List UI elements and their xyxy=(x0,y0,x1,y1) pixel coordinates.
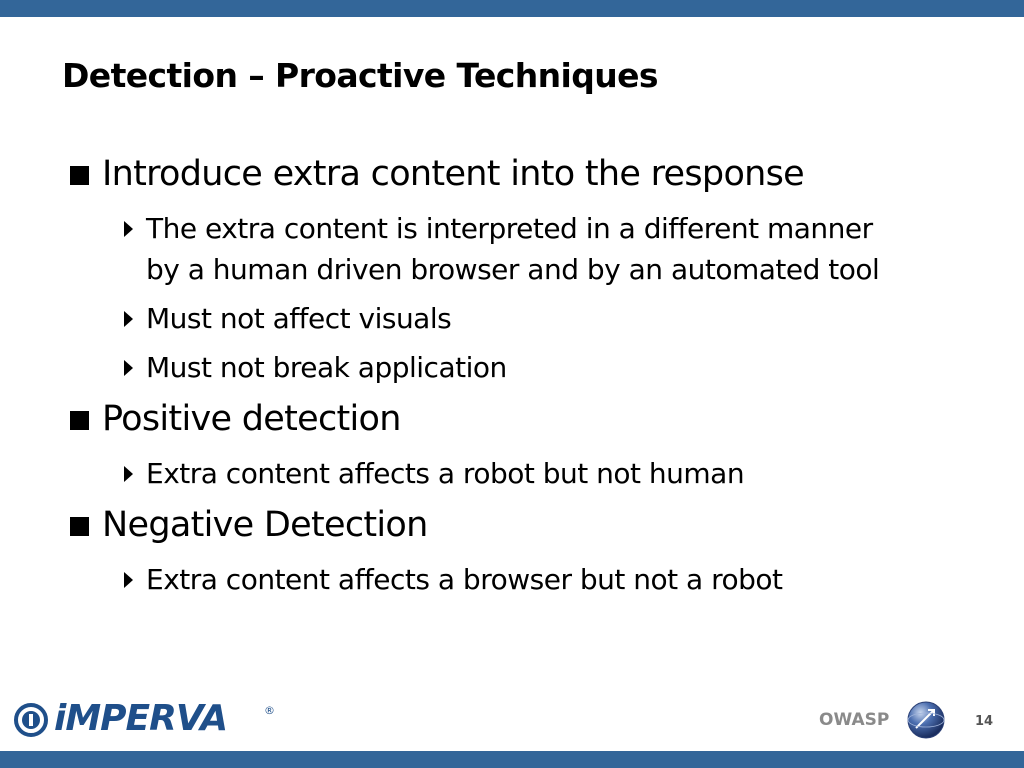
imperva-mark-icon xyxy=(14,703,48,737)
triangle-bullet-icon xyxy=(124,221,133,237)
triangle-bullet-icon xyxy=(124,311,133,327)
sub-bullet-text: Extra content affects a browser but not a robot xyxy=(146,563,783,596)
logo-wordmark: iMPERVA xyxy=(54,698,228,739)
triangle-bullet-icon xyxy=(124,466,133,482)
bottom-accent-bar xyxy=(0,751,1024,768)
page-number: 14 xyxy=(975,714,994,729)
slide-title: Detection – Proactive Techniques xyxy=(62,56,658,95)
square-bullet-icon xyxy=(70,166,89,185)
triangle-bullet-icon xyxy=(124,360,133,376)
registered-mark: ® xyxy=(264,704,275,717)
owasp-globe-icon xyxy=(906,700,946,740)
top-accent-bar xyxy=(0,0,1024,17)
sub-bullet-text: Must not affect visuals xyxy=(146,302,452,335)
bullet-text: Positive detection xyxy=(102,399,401,439)
sub-bullet-text: Extra content affects a robot but not human xyxy=(146,457,745,490)
sub-bullet-text: The extra content is interpreted in a different manner xyxy=(146,212,873,245)
square-bullet-icon xyxy=(70,411,89,430)
square-bullet-icon xyxy=(70,517,89,536)
triangle-bullet-icon xyxy=(124,572,133,588)
sub-bullet-text: Must not break application xyxy=(146,351,507,384)
sub-bullet-text: by a human driven browser and by an automated tool xyxy=(146,253,880,286)
imperva-logo xyxy=(14,700,274,740)
bullet-text: Negative Detection xyxy=(102,505,428,545)
owasp-label: OWASP xyxy=(819,710,890,730)
bullet-text: Introduce extra content into the response xyxy=(102,154,805,194)
